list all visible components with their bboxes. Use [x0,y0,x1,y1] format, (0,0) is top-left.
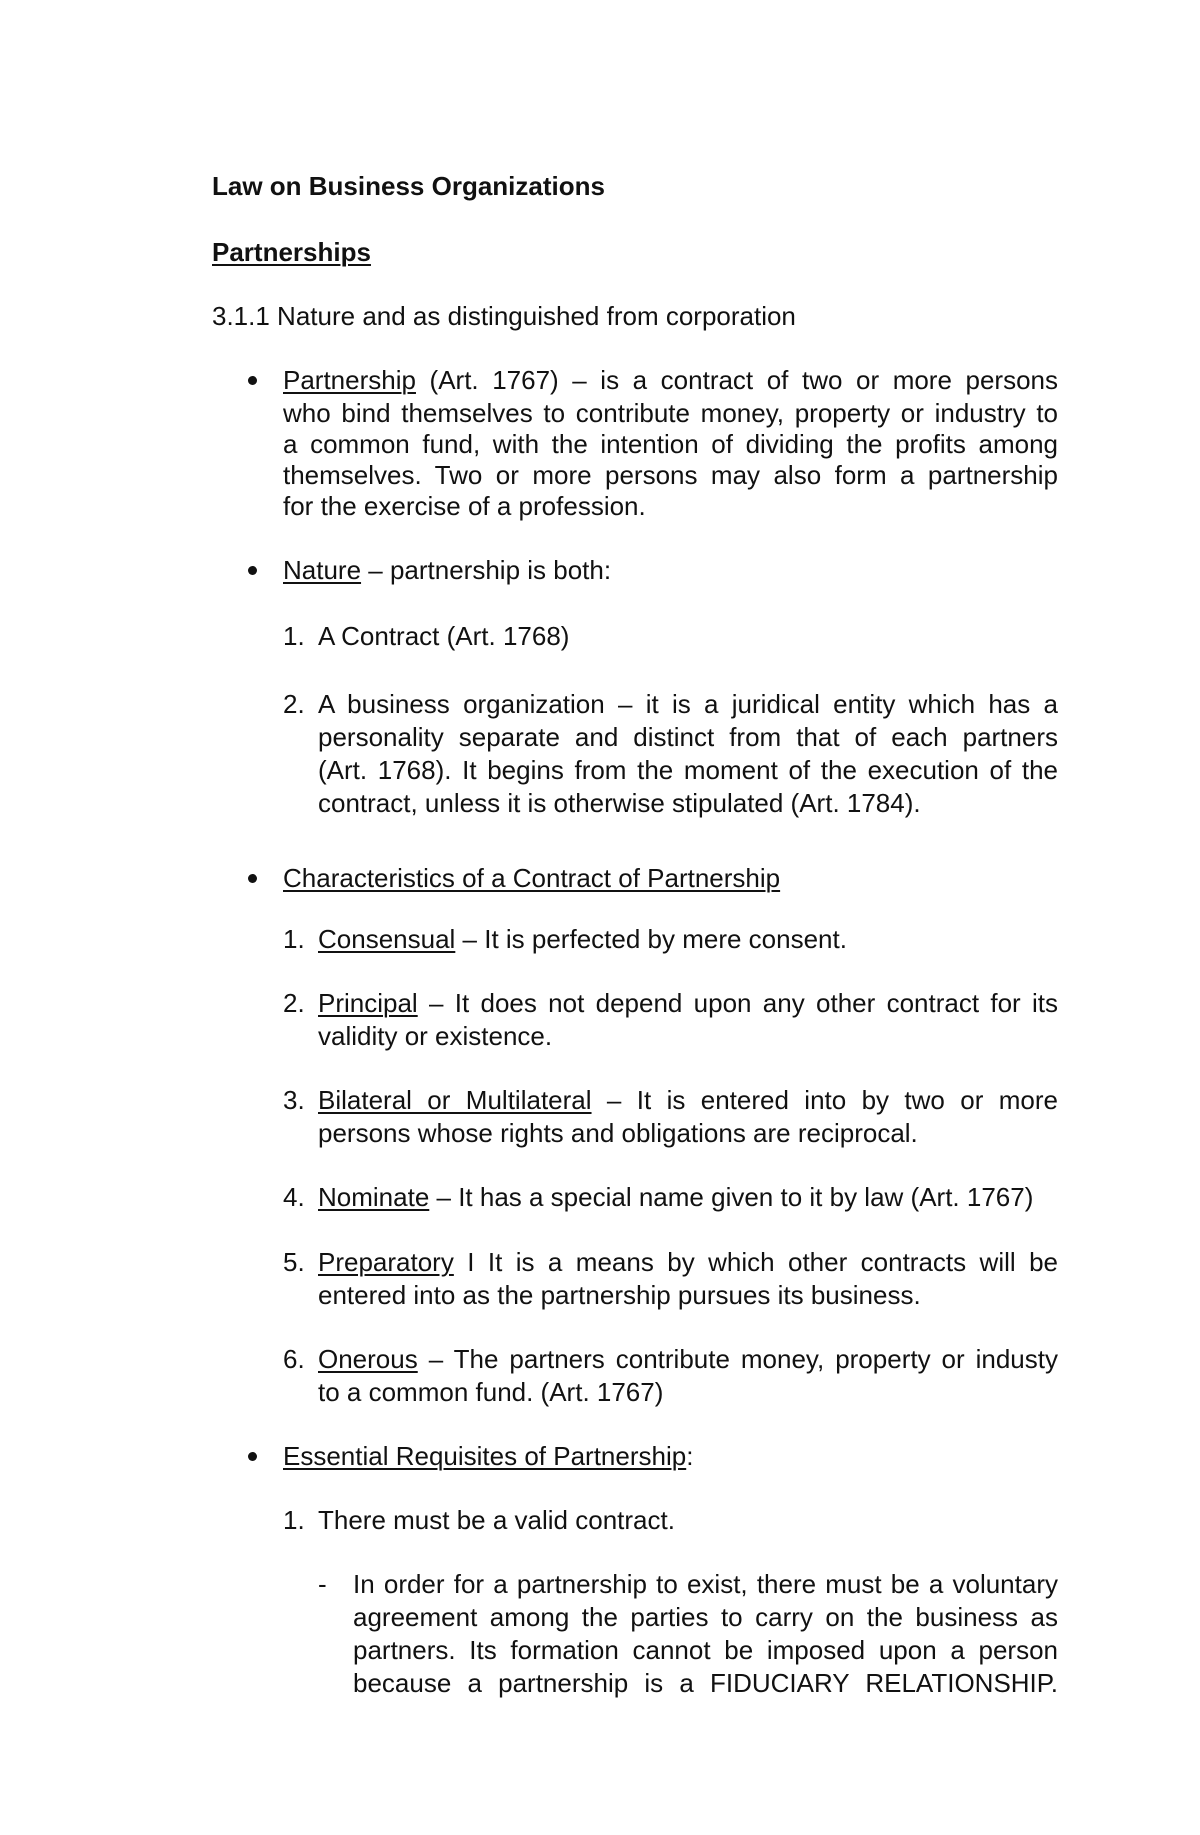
partnership-def-line-3: a common fund, with the intention of dividing the profits among [283,429,1058,459]
requisites-colon: : [686,1441,694,1471]
characteristic-3-line-2: persons whose rights and obligations are reciprocal. [318,1118,918,1148]
characteristic-term: Principal [318,988,418,1018]
list-number: 5. [283,1247,305,1277]
partnership-def-line-5: for the exercise of a profession. [283,491,646,521]
partnership-def-line-4: themselves. Two or more persons may also form a partnership [283,460,1058,490]
characteristic-text: – It is entered into by two or more [591,1085,1058,1115]
list-number: 1. [283,621,305,651]
bullet-icon [248,566,257,575]
characteristic-4 [318,1181,1033,1213]
requisites-heading: Essential Requisites of Partnership [283,1441,687,1471]
document-title: Law on Business Organizations [212,171,605,201]
characteristic-term: Bilateral or Multilateral [318,1085,592,1115]
characteristic-term: Consensual [318,924,456,954]
nature-item-2-line-3: (Art. 1768). It begins from the moment of the execution of the [318,755,1058,785]
bullet-icon [248,874,257,883]
characteristic-term: Nominate [318,1182,430,1212]
requisite-1-detail-line-2: agreement among the parties to carry on the business as [353,1602,1058,1632]
dash-marker: - [318,1569,327,1599]
list-number: 1. [283,924,305,954]
partnership-def-line-2: who bind themselves to contribute money, property or industry to [283,398,1058,428]
requisites-heading-line [283,1440,693,1472]
nature-item-2-line-4: contract, unless it is otherwise stipulated (Art. 1784). [318,788,921,818]
characteristic-5 [318,1246,1058,1278]
list-number: 6. [283,1344,305,1374]
characteristic-6-line-2: to a common fund. (Art. 1767) [318,1377,664,1407]
bullet-icon [248,1452,257,1461]
characteristic-6 [318,1343,1058,1375]
nature-item-2-line-1: A business organization – it is a juridical entity which has a [318,689,1058,719]
requisite-1-detail-line-3: partners. Its formation cannot be imposed upon a person [353,1635,1058,1665]
characteristic-text: I It is a means by which other contracts will be [453,1247,1058,1277]
nature-term: Nature [283,555,362,585]
characteristics-heading: Characteristics of a Contract of Partnership [283,863,781,893]
requisite-1-detail-line-1: In order for a partnership to exist, there must be a voluntary [353,1569,1058,1599]
list-number: 3. [283,1085,305,1115]
characteristic-term: Preparatory [318,1247,454,1277]
nature-item-1: A Contract (Art. 1768) [318,621,570,651]
nature-text: – partnership is both: [361,555,612,585]
characteristic-5-line-2: entered into as the partnership pursues its business. [318,1280,921,1310]
list-number: 2. [283,689,305,719]
nature-line [283,554,611,586]
characteristic-text: – It is perfected by mere consent. [455,924,847,954]
nature-item-2-line-2: personality separate and distinct from that of each partners [318,722,1058,752]
characteristic-text: – It does not depend upon any other contract for its [417,988,1058,1018]
characteristic-2 [318,987,1058,1019]
list-number: 1. [283,1505,305,1535]
partnership-term: Partnership [283,365,416,395]
requisite-1-detail-line-4: because a partnership is a FIDUCIARY RELATIONSHIP. [353,1668,1058,1698]
characteristic-text: – The partners contribute money, property or industy [417,1344,1058,1374]
list-number: 4. [283,1182,305,1212]
requisite-1: There must be a valid contract. [318,1505,675,1535]
partnership-def-line-1 [283,364,1058,396]
characteristic-3 [318,1084,1058,1116]
subsection-heading: 3.1.1 Nature and as distinguished from corporation [212,301,796,331]
characteristic-text: – It has a special name given to it by law (Art. 1767) [429,1182,1034,1212]
list-number: 2. [283,988,305,1018]
characteristic-1 [318,923,847,955]
characteristic-2-line-2: validity or existence. [318,1021,553,1051]
bullet-icon [248,376,257,385]
section-heading: Partnerships [212,237,371,267]
characteristic-term: Onerous [318,1344,418,1374]
partnership-def-text: (Art. 1767) – is a contract of two or more persons [415,365,1058,395]
